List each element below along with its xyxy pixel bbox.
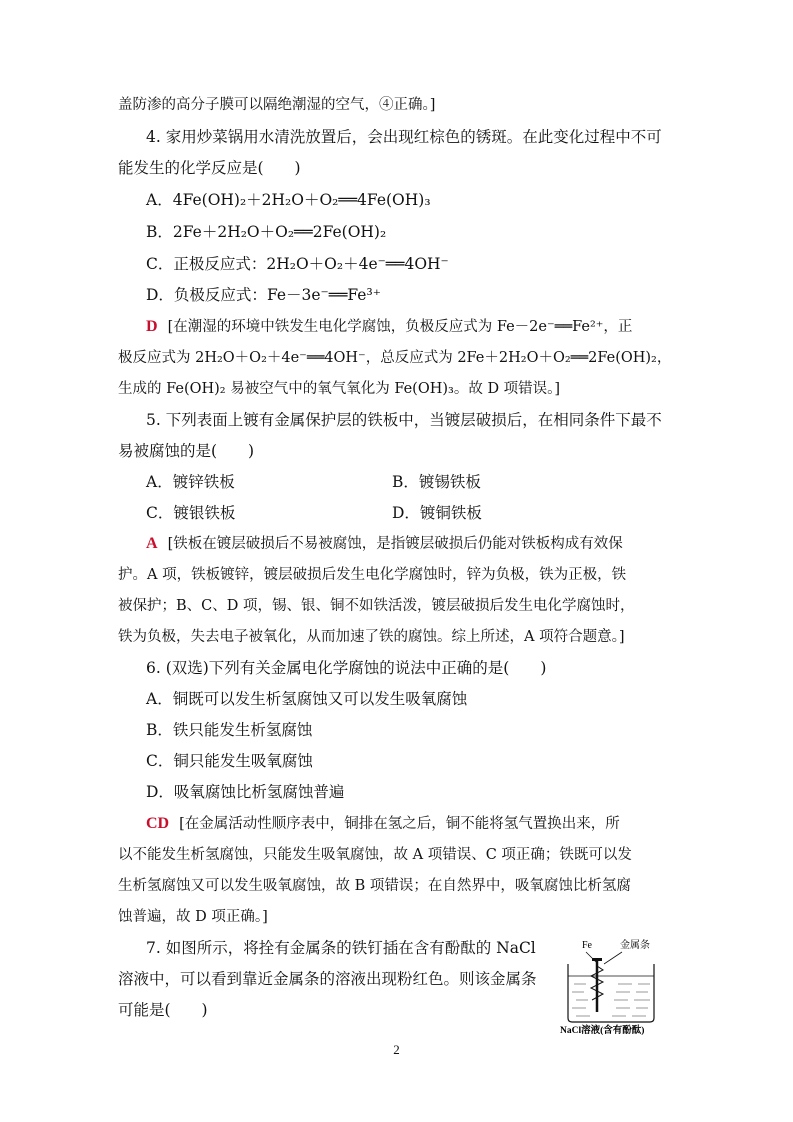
q4-stem-line2: 能发生的化学反应是( ) [118,159,301,177]
fig-solution [572,984,650,1016]
q5-options-row1 [146,472,706,492]
q6-answer: CD [146,815,170,832]
q4-option-d-label: D．负极反应式： [146,286,267,304]
q4-option-d [146,285,381,305]
q4-option-a-label: A． [146,191,173,209]
q4-explanation-line1 [146,317,632,337]
q5-explanation-line1 [146,534,623,554]
fig-nail-head [592,958,602,961]
q4-option-b [146,222,386,242]
q4-option-a [146,190,431,210]
q4-answer: D [146,318,158,335]
q7-stem-line2: 溶液中，可以看到靠近金属条的溶液出现粉红色。则该金属条 [118,970,537,988]
q5-option-c: C．镀银铁板 [146,504,236,522]
q6-option-a: A．铜既可以发生析氢腐蚀又可以发生吸氧腐蚀 [146,690,468,708]
q5-option-b: B．镀锡铁板 [392,473,481,491]
page-number: 2 [393,1042,400,1057]
fig-label-strip: 金属条 [620,940,650,951]
q5-option-a: A．镀锌铁板 [146,473,235,491]
q4-option-c-equation: 2H₂O＋O₂＋4e⁻══4OH⁻ [266,255,449,273]
q5-stem-line1: 5. 下列表面上镀有金属保护层的铁板中，当镀层破损后，在相同条件下最不 [146,411,662,429]
q4-explanation-line3: 生成的 Fe(OH)₂ 易被空气中的氧气氧化为 Fe(OH)₃。故 D 项错误。] [118,381,561,397]
q4-option-c-label: C．正极反应式： [146,255,267,273]
q5-explanation-line3: 被保护；B、C、D 项，锡、银、铜不如铁活泼，镀层破损后发生电化学腐蚀时， [118,598,635,614]
fig-beaker [568,964,654,1022]
q6-stem: 6. (双选)下列有关金属电化学腐蚀的说法中正确的是( ) [146,659,547,677]
q4-option-b-equation: 2Fe＋2H₂O＋O₂══2Fe(OH)₂ [172,223,387,241]
q6-explanation-line4: 蚀普遍，故 D 项正确。] [118,909,268,925]
q7-stem-line3: 可能是( ) [118,1001,208,1019]
fig-label-fe: Fe [582,940,592,951]
q6-explanation-line3: 生析氢腐蚀又可以发生吸氧腐蚀，故 B 项错误；在自然界中，吸氧腐蚀比析氢腐 [118,878,631,894]
q4-explanation-text1: [在潮湿的环境中铁发生电化学腐蚀，负极反应式为 Fe－2e⁻══Fe²⁺，正 [167,319,633,335]
q5-answer: A [146,535,158,552]
q5-option-d: D．镀铜铁板 [392,504,482,522]
q4-option-a-equation: 4Fe(OH)₂＋2H₂O＋O₂══4Fe(OH)₃ [172,191,431,209]
q4-stem-line1: 4. 家用炒菜锅用水清洗放置后，会出现红棕色的锈斑。在此变化过程中不可 [146,128,662,146]
q6-option-d: D．吸氧腐蚀比析氢腐蚀普遍 [146,783,345,801]
q4-option-b-label: B． [146,223,173,241]
q4-option-d-equation: Fe－3e⁻══Fe³⁺ [266,286,381,304]
q6-option-b: B．铁只能发生析氢腐蚀 [146,721,313,739]
q6-explanation-line2: 以不能发生析氢腐蚀，只能发生吸氧腐蚀，故 A 项错误、C 项正确；铁既可以发 [118,847,632,863]
q5-explanation-line4: 铁为负极，失去电子被氧化，从而加速了铁的腐蚀。综上所述，A 项符合题意。] [118,629,625,645]
q7-stem-line1: 7. 如图所示，将拴有金属条的铁钉插在含有酚酞的 NaCl [146,939,536,957]
q6-explanation-text1: [在金属活动性顺序表中，铜排在氢之后，铜不能将氢气置换出来，所 [179,816,620,832]
q6-explanation-line1 [146,814,620,834]
q4-option-c [146,254,449,274]
q5-stem-line2: 易被腐蚀的是( ) [118,442,255,460]
q5-explanation-text1: [铁板在镀层破损后不易被腐蚀，是指镀层破损后仍能对铁板构成有效保 [167,536,623,552]
intro-text: 盖防渗的高分子膜可以隔绝潮湿的空气，④正确。] [118,97,436,113]
q4-explanation-line2: 极反应式为 2H₂O＋O₂＋4e⁻══4OH⁻，总反应式为 2Fe＋2H₂O＋O₂══2Fe(OH)₂， [118,350,672,366]
q7-figure [556,930,676,1036]
q6-option-c: C．铜只能发生吸氧腐蚀 [146,752,313,770]
fig-caption: NaCl溶液(含有酚酞) [560,1026,645,1036]
fig-strip-leader [604,952,622,964]
q5-options-row2 [146,503,706,523]
q5-explanation-line2: 护。A 项，铁板镀锌，镀层破损后发生电化学腐蚀时，锌为负极，铁为正极，铁 [118,567,627,583]
